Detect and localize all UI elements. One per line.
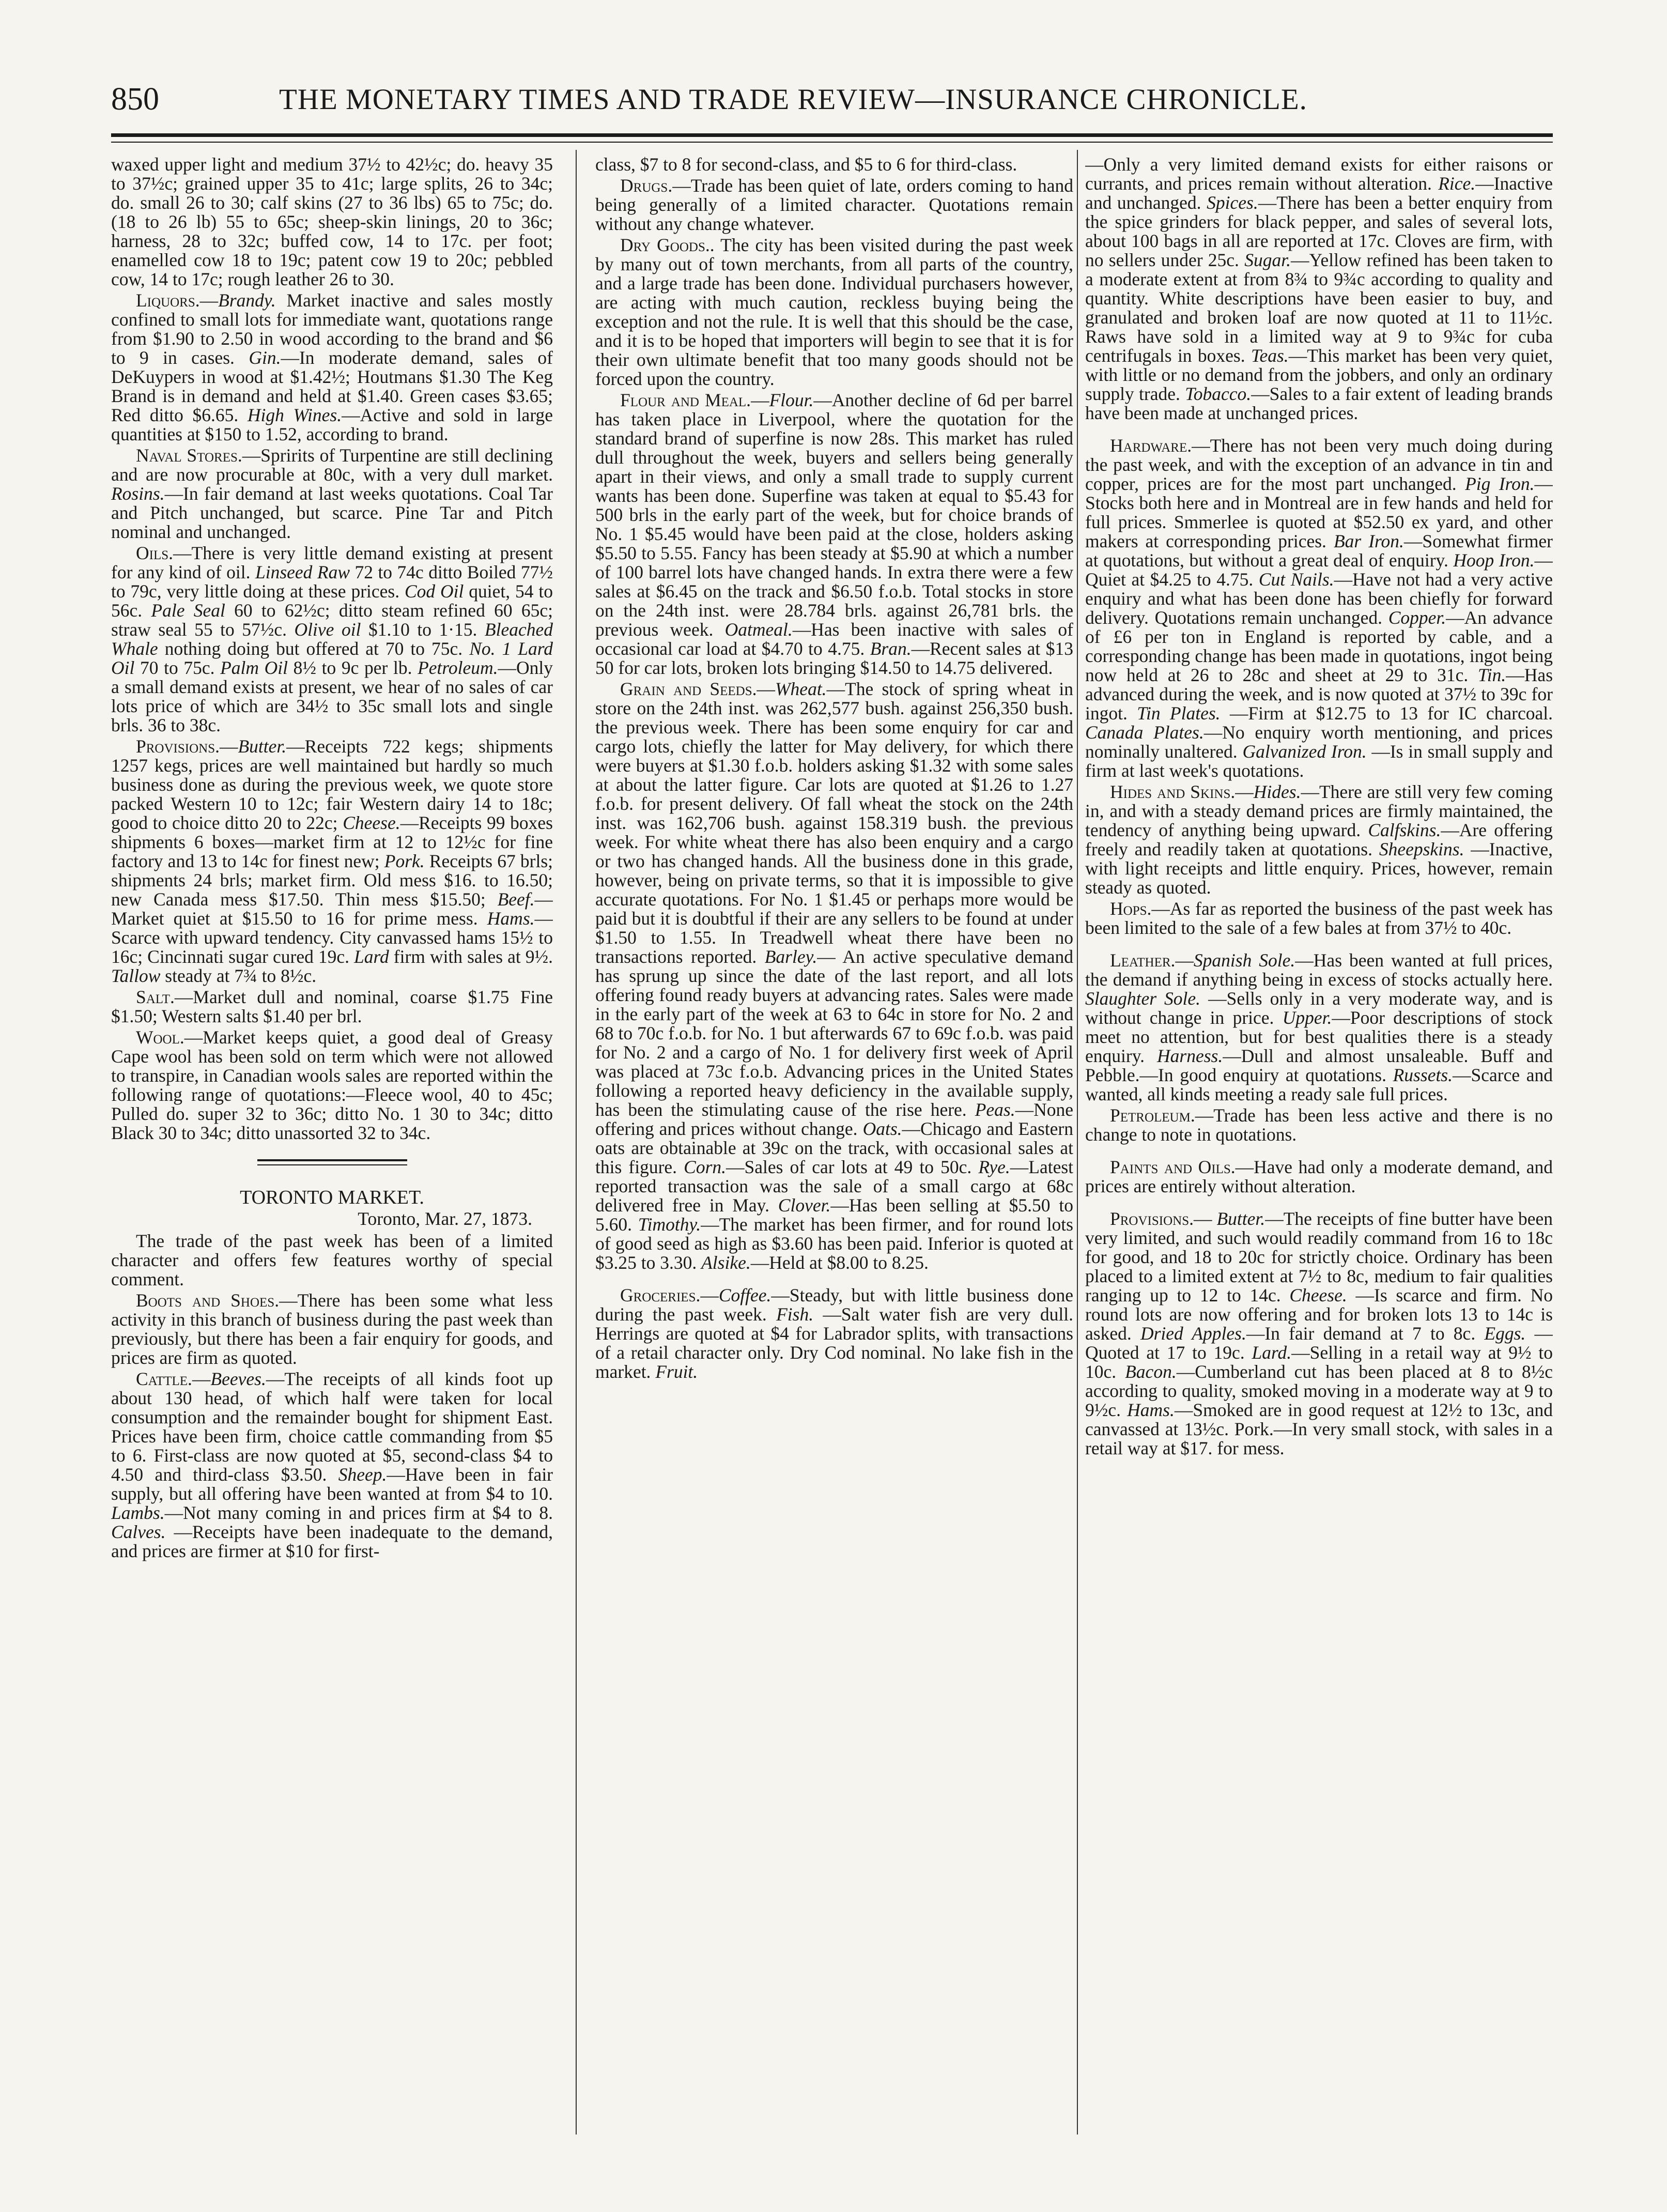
- paragraph-drugs: Drugs.—Trade has been quiet of late, orders coming to hand being generally of a limited character. Quotations remain without any change whatever.: [595, 175, 1073, 234]
- dateline: Toronto, Mar. 27, 1873.: [358, 1208, 532, 1229]
- column-divider-left: [576, 150, 577, 2134]
- paragraph-boots-shoes: Boots and Shoes.—There has been some what less activity in this branch of business during the past week than previously, but there has been a fair enquiry for goods, and prices are firm as quoted.: [111, 1290, 553, 1368]
- paragraph-hides-skins: Hides and Skins.—Hides.—There are still very few coming in, and with a steady demand prices are firmly maintained, the tendency of anything being upward. Calfskins.—Are offering freely and readily taken at quotations. Sheepskins. —Inactive, with light receipts and little enquiry. Prices, however, remain steady as quoted.: [1085, 781, 1553, 898]
- paragraph-trade-intro: The trade of the past week has been of a limited character and offers few features worthy of special comment.: [111, 1231, 553, 1289]
- paragraph-oils: Oils.—There is very little demand existing at present for any kind of oil. Linseed Raw 72 to 74c ditto Boiled 77½ to 79c, very little doing at these prices. Cod Oil quiet, 54 to 56c. Pale Seal 60 to 62½c; ditto steam refined 60 65c; straw seal 55 to 57½c. Olive oil $1.10 to 1·15. Bleached Whale nothing doing but offered at 70 to 75c. No. 1 Lard Oil 70 to 75c. Palm Oil 8½ to 9c per lb. Petroleum.—Only a small demand exists at present, we hear of no sales of car lots price of which are 34½ to 35c small lots and single brls. 36 to 38c.: [111, 543, 553, 735]
- paragraph-groceries-continued: —Only a very limited demand exists for either raisons or currants, and prices remain without alteration. Rice.—Inactive and unchanged. Spices.—There has been a better enquiry from the spice grinders for black pepper, and sales of several lots, about 100 bags in all are reported at 17c. Cloves are firm, with no sellers under 25c. Sugar.—Yellow refined has been taken to a moderate extent at from 8¾ to 9¾c according to quality and quantity. White descriptions have been easier to buy, and granulated and broken loaf are now quoted at 11 to 11½c. Raws have sold in a limited way at 9 to 9¾c for cuba centrifugals in boxes. Teas.—This market has been very quiet, with little or no demand from the jobbers, and only an ordinary supply trade. Tobacco.—Sales to a fair extent of leading brands have been made at unchanged prices.: [1085, 155, 1553, 423]
- paragraph-grain-seeds: Grain and Seeds.—Wheat.—The stock of spring wheat in store on the 24th inst. was 262,577 bush. against 256,350 bush. the previous week. There has been some enquiry for car and cargo lots, chiefly the latter for May delivery, for which there were buyers at $1.30 f.o.b. holders asking $1.32 with some sales at about the latter figure. Car lots are quoted at $1.26 to 1.27 f.o.b. for present delivery. Of fall wheat the stock on the 24th inst. was 162,706 bush. against 158.319 bush. the previous week. For white wheat there has also been enquiry and a cargo or two has changed hands. All the business done in this grade, however, being on private terms, so that it is impossible to give accurate quotations. For No. 1 $1.45 or perhaps more would be paid but it is doubtful if their are any sellers to be found at under $1.50 to 1.55. In Treadwell wheat there have been no transactions reported. Barley.— An active speculative demand has sprung up since the date of the last report, and all lots offering found ready buyers at advancing rates. Sales were made in the early part of the week at 63 to 64c in store for No. 2 and 68 to 70c f.o.b. for No. 1 but afterwards 67 to 69c f.o.b. was paid for No. 2 and a cargo of No. 1 for delivery first week of April was placed at 73c f.o.b. Advancing prices in the United States following a reported heavy deficiency in the available supply, has been the stimulating cause of the rise here. Peas.—None offering and prices without change. Oats.—Chicago and Eastern oats are obtainable at 39c on the track, with occasional sales at this figure. Corn.—Sales of car lots at 49 to 50c. Rye.—Latest reported transaction was the sale of a small cargo at 68c delivered free in May. Clover.—Has been selling at $5.50 to 5.60. Timothy.—The market has been firmer, and for round lots of good seed as high as $3.60 has been paid. Inferior is quoted at $3.25 to 3.30. Alsike.—Held at $8.00 to 8.25.: [595, 679, 1073, 1273]
- column-1: [111, 155, 553, 2160]
- paragraph-salt: Salt.—Market dull and nominal, coarse $1.75 Fine $1.50; Western salts $1.40 per brl.: [111, 987, 553, 1026]
- header-rule-thick: [111, 133, 1553, 137]
- section-title: TORONTO MARKET.: [240, 1187, 424, 1208]
- column-divider-right: [1077, 150, 1078, 2134]
- section-rule-bottom: [257, 1164, 407, 1165]
- paragraph-flour-meal: Flour and Meal.—Flour.—Another decline of 6d per barrel has taken place in Liverpool, where the quotation for the standard brand of superfine is now 28s. This market has ruled dull throughout the week, buyers and sellers being generally apart in their views, and only a small trade to supply current wants has been done. Superfine was taken at equal to $5.43 for 500 brls in the early part of the week, but for choice brands of No. 1 $5.45 would have been paid at the close, holders asking $5.50 to 5.55. Fancy has been steady at $5.90 at which a number of 100 barrel lots have changed hands. In extra there were a few sales at $6.45 on the track and $6.50 f.o.b. Total stocks in store on the 24th inst. were 28.784 brls. against 26,781 brls. the previous week. Oatmeal.—Has been inactive with sales of occasional car load at $4.70 to 4.75. Bran.—Recent sales at $13 50 for car lots, broken lots bringing $14.50 to 14.75 delivered.: [595, 390, 1073, 678]
- paragraph-cattle-continued: class, $7 to 8 for second-class, and $5 to 6 for third-class.: [595, 155, 1017, 175]
- paragraph-hops: Hops.—As far as reported the business of the past week has been limited to the sale of a few bales at from 37½ to 40c.: [1085, 898, 1553, 938]
- header-rule-thin: [111, 142, 1553, 143]
- paragraph-leather: Leather.—Spanish Sole.—Has been wanted at full prices, the demand if anything being in excess of stocks actually here. Slaughter Sole. —Sells only in a very moderate way, and is without change in price. Upper.—Poor descriptions of stock meet no attention, but for best qualities there is a steady enquiry. Harness.—Dull and almost unsaleable. Buff and Pebble.—In good enquiry at quotations. Russets.—Scarce and wanted, all kinds meeting a ready sale full prices.: [1085, 950, 1553, 1104]
- column-3: [1085, 155, 1553, 2160]
- paragraph-provisions-2: Provisions.— Butter.—The receipts of fine butter have been very limited, and such would readily command from 16 to 18c for good, and 18 to 20c for strictly choice. Ordinary has been placed to a limited extent at 7½ to 8c, medium to fair qualities ranging up to 12 to 14c. Cheese. —Is scarce and firm. No round lots are now offering and for broken lots 13 to 14c is asked. Dried Apples.—In fair demand at 7 to 8c. Eggs. —Quoted at 17 to 19c. Lard.—Selling in a retail way at 9½ to 10c. Bacon.—Cumberland cut has been placed at 8 to 8½c according to quality, smoked moving in a moderate way at 9 to 9½c. Hams.—Smoked are in good request at 12½ to 13c, and canvassed at 13½c. Pork.—In very small stock, with sales in a retail way at $17. for mess.: [1085, 1208, 1553, 1458]
- column-2: [595, 155, 1073, 2160]
- paragraph-provisions: Provisions.—Butter.—Receipts 722 kegs; shipments 1257 kegs, prices are well maintained but hardly so much business done as during the previous week, we quote store packed Western 10 to 12c; fair Western dairy 14 to 18c; good to choice ditto 20 to 22c; Cheese.—Receipts 99 boxes shipments 6 boxes—market firm at 12 to 12½c for fine factory and 13 to 14c for finest new; Pork. Receipts 67 brls; shipments 24 brls; market firm. Old mess $16. to 16.50; new Canada mess $17.50. Thin mess $15.50; Beef.—Market quiet at $15.50 to 16 for prime mess. Hams.—Scarce with upward tendency. City canvassed hams 15½ to 16c; Cincinnati sugar cured 19c. Lard firm with sales at 9½. Tallow steady at 7¾ to 8½c.: [111, 736, 553, 986]
- masthead-title: THE MONETARY TIMES AND TRADE REVIEW—INSURANCE CHRONICLE.: [279, 83, 1307, 116]
- paragraph-naval-stores: Naval Stores.—Spririts of Turpentine are still declining and are now procurable at 80c, with a very dull market. Rosins.—In fair demand at last weeks quotations. Coal Tar and Pitch unchanged, but scarce. Pine Tar and Pitch nominal and unchanged.: [111, 445, 553, 542]
- paragraph-hardware: Hardware.—There has not been very much doing during the past week, and with the exception of an advance in tin and copper, prices are for the most part unchanged. Pig Iron.— Stocks both here and in Montreal are in few hands and held for full prices. Smmerlee is quoted at $52.50 ex yard, and other makers at corresponding prices. Bar Iron.—Somewhat firmer at quotations, but without a great deal of enquiry. Hoop Iron.—Quiet at $4.25 to 4.75. Cut Nails.—Have not had a very active enquiry and what has been done has been chiefly for forward delivery. Quotations remain unchanged. Copper.—An advance of £6 per ton in England is reported by cable, and a corresponding change has been made in quotations, ingot being now held at 26 to 28c and sheet at 29 to 31c. Tin.—Has advanced during the week, and is now quoted at 37½ to 39c for ingot. Tin Plates. —Firm at $12.75 to 13 for IC charcoal. Canada Plates.—No enquiry worth mentioning, and prices nominally unaltered. Galvanized Iron. —Is in small supply and firm at last week's quotations.: [1085, 435, 1553, 781]
- paragraph-cattle: Cattle.—Beeves.—The receipts of all kinds foot up about 130 head, of which half were taken for local consumption and the remainder bought for shipment East. Prices have been firm, choice cattle commanding from $5 to 6. First-class are now quoted at $5, second-class $4 to 4.50 and third-class $3.50. Sheep.—Have been in fair supply, but all offering have been wanted at from $4 to 10. Lambs.—Not many coming in and prices firm at $4 to 8. Calves. —Receipts have been inadequate to the demand, and prices are firmer at $10 for first-: [111, 1369, 553, 1561]
- paragraph-wool: Wool.—Market keeps quiet, a good deal of Greasy Cape wool has been sold on term which were not allowed to transpire, in Canadian wools sales are reported within the following range of quotations:—Fleece wool, 40 to 45c; Pulled do. super 32 to 36c; ditto No. 1 30 to 34c; ditto Black 30 to 34c; ditto unassorted 32 to 34c.: [111, 1027, 553, 1143]
- page-number: 850: [111, 82, 159, 117]
- paragraph-leather-continued: waxed upper light and medium 37½ to 42½c; do. heavy 35 to 37½c; grained upper 35 to 41c; large splits, 26 to 34c; do. small 26 to 30; calf skins (27 to 36 lbs) 65 to 75c; do. (18 to 26 lb) 55 to 65c; sheep-skin linings, 20 to 36c; harness, 28 to 32c; buffed cow, 14 to 17c. per foot; enamelled cow 18 to 19c; patent cow 19 to 20c; pebbled cow, 14 to 17c; rough leather 26 to 30.: [111, 155, 553, 289]
- paragraph-groceries: Groceries.—Coffee.—Steady, but with little business done during the past week. Fish. —Salt water fish are very dull. Herrings are quoted at $4 for Labrador splits, with transactions of a retail character only. Dry Cod nominal. No lake fish in the market. Fruit.: [595, 1285, 1073, 1382]
- paragraph-liquors: Liquors.—Brandy. Market inactive and sales mostly confined to small lots for immediate want, quotations range from $1.90 to 2.50 in wood according to the brand and $6 to 9 in cases. Gin.—In moderate demand, sales of DeKuypers in wood at $1.42½; Houtmans $1.30 The Keg Brand is in demand and held at $1.40. Green cases $3.65; Red ditto $6.65. High Wines.—Active and sold in large quantities at $150 to 1.52, according to brand.: [111, 290, 553, 444]
- paragraph-petroleum: Petroleum.—Trade has been less active and there is no change to note in quotations.: [1085, 1105, 1553, 1145]
- paragraph-dry-goods: Dry Goods.. The city has been visited during the past week by many out of town merchants, from all parts of the country, and a large trade has been done. Individual purchasers however, are acting with much caution, reckless buying being the exception and not the rule. It is well that this should be the case, and it is to be hoped that importers will begin to see that it is for their own ultimate benefit that too many goods should not be forced upon the country.: [595, 235, 1073, 389]
- paragraph-paints-oils: Paints and Oils.—Have had only a moderate demand, and prices are entirely without alteration.: [1085, 1157, 1553, 1196]
- section-rule-top: [257, 1159, 407, 1161]
